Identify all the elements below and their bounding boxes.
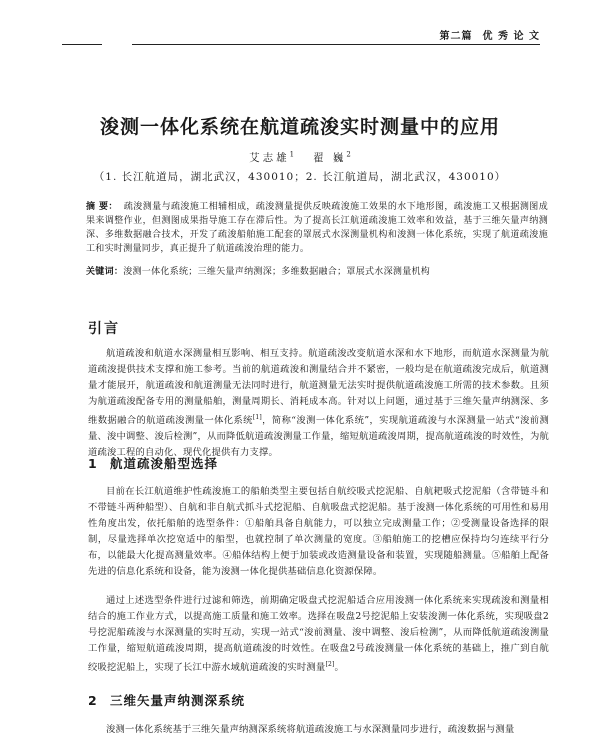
intro-paragraph (88, 346, 549, 461)
section-1-paragraph-2 (88, 593, 549, 676)
citation-2: [2] (325, 661, 335, 668)
section-2-number: 2 (88, 693, 98, 708)
author-2-affil-mark: 2 (346, 150, 351, 159)
intro-heading: 引言 (88, 321, 120, 337)
running-head-category: 优 秀 论 文 (482, 31, 540, 42)
section-1-title: 航道疏浚船型选择 (110, 456, 219, 471)
keywords-text: 浚测一体化系统；三维矢量声纳测深；多维数据融合；罩展式水深测量机构 (123, 267, 431, 277)
section-1-paragraph-2-text: 通过上述选型条件进行过滤和筛选，前期确定吸盘式挖泥船适合应用浚测一体化系统来实现疏浚和测量相结合的施工作业方式，以提高施工质量和施工效率。选择在吸盘2号挖泥船上安装浚测一体化系统，实现吸盘2号挖泥船疏浚与水深测量的实时互动，实现一站式“浚前测量、浚中调整、浚后检测”，从而降低航道疏浚测量工作量，缩短航道疏浚周期，提高航道疏浚的时效性。在吸盘2号疏浚测量一体化系统的基础上，推广到自航绞吸挖泥船上，实现了长江中游水域航道疏浚的实时测量 (88, 595, 549, 674)
running-head-section: 第二篇 (439, 31, 473, 42)
section-2-title: 三维矢量声纳测深系统 (110, 693, 246, 708)
keywords-label: 关键词： (86, 267, 124, 277)
section-1-number: 1 (88, 456, 98, 471)
section-2-paragraph: 浚测一体化系统基于三维矢量声纳测深系统将航道疏浚施工与水深测量同步进行，疏浚数据与测量 (106, 724, 515, 735)
intro-text-end: ，简称“浚测一体化系统”，实现航道疏浚与水深测量一站式“浚前测量、浚中调整、浚后检测”，从而降低航道疏浚测量工作量，缩短航道疏浚周期，提高航道疏浚的时效性，为航道疏浚工程的自动化、现代化提供有力支撑。 (88, 415, 549, 459)
affiliation: （1. 长江航道局，湖北武汉，430010；2. 长江航道局，湖北武汉，430010） (93, 171, 507, 183)
section-1-paragraph-1: 目前在长江航道维护性疏浚施工的船舶类型主要包括自航绞吸式挖泥船、自航耙吸式挖泥船（含带链斗和不带链斗两种船型）、自航和非自航式抓斗式挖泥船、自航吸盘式挖泥船。基于浚测一体化系统的可用性和易用性角度出发，依托船舶的选型条件：①船舶具备自航能力，可以独立完成测量工作；②受测量设备选择的限制，尽量选择单次挖宽适中的船型，也就控制了单次测量的宽度。③船舶施工的挖槽应保持均匀连续平行分布，以能最大化提高测量效率。④船体结构上便于加装或改造测量设备和装置，实现随船测量。⑤船舶上配备先进的信息化系统和设备，能为浚测一体化提供基础信息化资源保障。 (88, 486, 549, 577)
paper-title: 浚测一体化系统在航道疏浚实时测量中的应用 (99, 116, 500, 138)
author-2: 翟 巍 (313, 152, 347, 164)
author-1: 艾志雄 (249, 152, 290, 164)
section-1-heading (88, 454, 218, 472)
author-1-affil-mark: 1 (289, 150, 295, 159)
running-head (430, 27, 540, 42)
header-rule-left (62, 44, 102, 45)
citation-1: [1] (252, 414, 262, 421)
abstract-label: 摘 要： (86, 202, 118, 212)
section-2-heading (88, 691, 245, 709)
intro-text: 航道疏浚和航道水深测量相互影响、相互支持。航道疏浚改变航道水深和水下地形，而航道水深测量为航道疏浚提供技术支撑和施工参考。当前的航道疏浚和测量结合并不紧密，一般均是在航道疏浚完成后，航道测量才能展开，航道疏浚和航道测量无法同时进行，航道测量无法实时提供航道疏浚施工所需的技术参数。且须为航道疏浚配备专用的测量船舶，测量周期长、消耗成本高。针对以上问题，通过基于三维矢量声纳测深、多维数据融合的航道疏浚测量一体化系统 (88, 348, 549, 427)
header-rule-right (132, 44, 540, 45)
abstract-text: 疏浚测量与疏浚施工相辅相成，疏浚测量提供反映疏浚施工效果的水下地形图，疏浚施工又根据测图成果来调整作业，但测图成果指导施工存在滞后性。为了提高长江航道疏浚施工效率和效益，基于三维矢量声纳测深、多维数据融合技术，开发了疏浚船舶施工配套的罩展式水深测量机构和浚测一体化系统，实现了航道疏浚施工和实时测量同步，真正提升了航道疏浚治理的能力。 (86, 202, 548, 254)
abstract (86, 200, 548, 256)
section-1-paragraph-2-end: 。 (334, 662, 345, 674)
authors (0, 150, 600, 165)
keywords (86, 265, 548, 279)
